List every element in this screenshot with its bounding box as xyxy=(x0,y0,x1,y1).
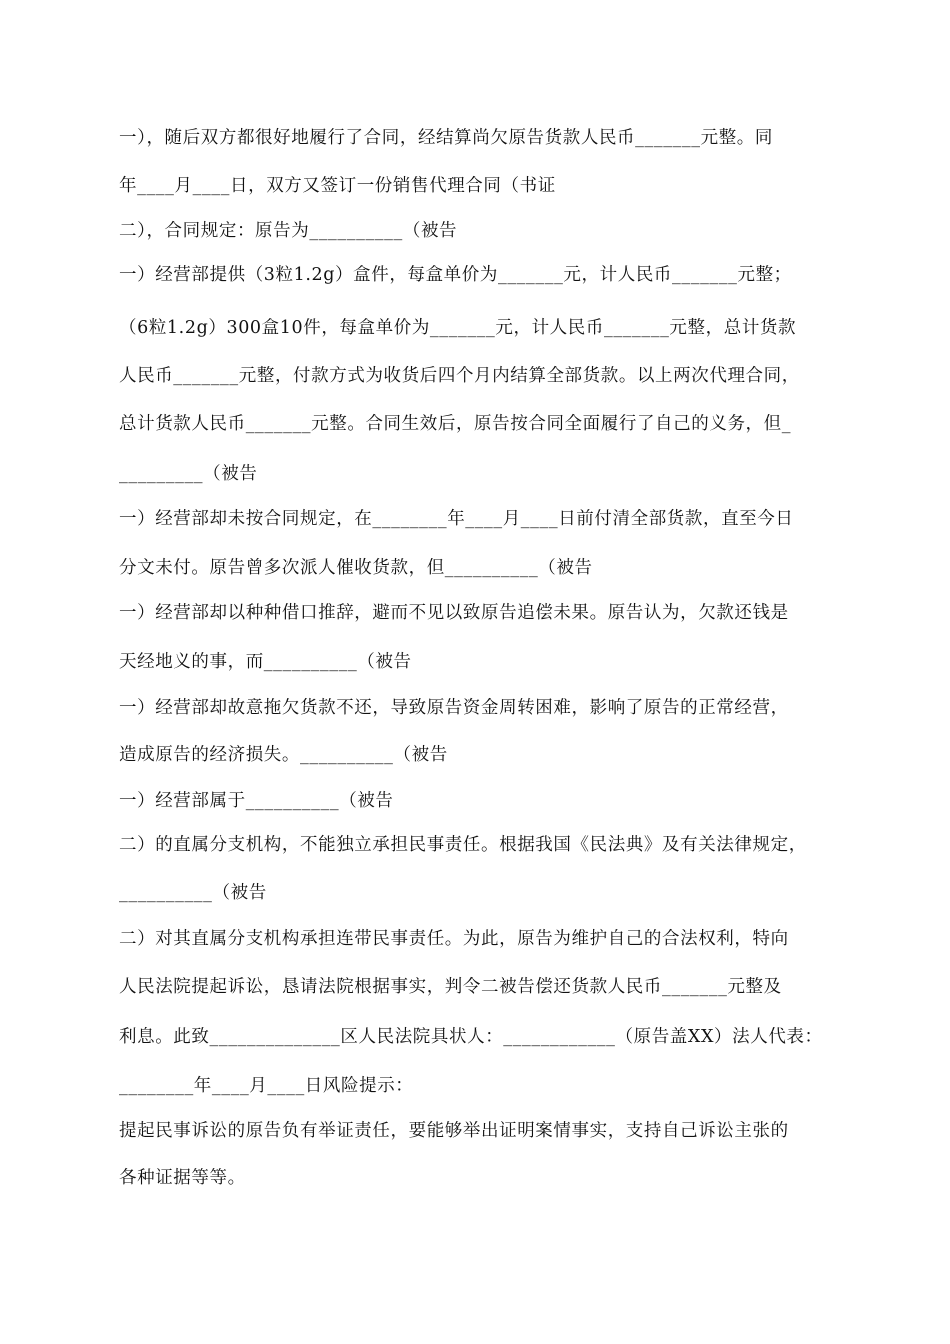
text-line: 提起民事诉讼的原告负有举证责任，要能够举出证明案情事实，支持自己诉讼主张的 xyxy=(119,1121,789,1141)
text-line: 天经地义的事，而__________（被告 xyxy=(119,652,412,672)
text-line: 一）经营部却以种种借口推辞，避而不见以致原告追偿未果。原告认为，欠款还钱是 xyxy=(119,603,789,623)
text-line: 一），随后双方都很好地履行了合同，经结算尚欠原告货款人民币_______元整。同 xyxy=(119,128,773,148)
text-line: 一）经营部属于__________（被告 xyxy=(119,791,394,811)
text-line: 总计货款人民币_______元整。合同生效后，原告按合同全面履行了自己的义务，但_ xyxy=(119,414,792,434)
text-line: （6粒1.2g）300盒10件，每盒单价为_______元，计人民币_______元整，总计货款 xyxy=(119,318,797,338)
text-line: 利息。此致______________区人民法院具状人：____________（原告盖XX）法人代表： xyxy=(119,1027,823,1047)
text-line: _________（被告 xyxy=(119,464,258,484)
text-line: 造成原告的经济损失。__________（被告 xyxy=(119,745,448,765)
text-line: 二）对其直属分支机构承担连带民事责任。为此，原告为维护自己的合法权利，特向 xyxy=(119,929,789,949)
text-line: 年____月____日，双方又签订一份销售代理合同（书证 xyxy=(119,176,556,196)
text-line: 分文未付。原告曾多次派人催收货款，但__________（被告 xyxy=(119,558,593,578)
text-line: ________年____月____日风险提示： xyxy=(119,1076,414,1096)
text-line: 一）经营部却未按合同规定，在________年____月____日前付清全部货款，直至今日 xyxy=(119,509,794,529)
text-line: 人民币_______元整，付款方式为收货后四个月内结算全部货款。以上两次代理合同， xyxy=(119,366,800,386)
text-line: 二）的直属分支机构，不能独立承担民事责任。根据我国《民法典》及有关法律规定， xyxy=(119,835,807,855)
text-line: 各种证据等等。 xyxy=(119,1168,246,1188)
text-line: 一）经营部提供（3粒1.2g）盒件，每盒单价为_______元，计人民币_______元整； xyxy=(119,265,792,285)
text-line: 人民法院提起诉讼，恳请法院根据事实，判令二被告偿还货款人民币_______元整及 xyxy=(119,977,782,997)
text-line: __________（被告 xyxy=(119,883,267,903)
text-line: 二），合同规定：原告为__________（被告 xyxy=(119,221,458,241)
text-line: 一）经营部却故意拖欠货款不还，导致原告资金周转困难，影响了原告的正常经营， xyxy=(119,698,789,718)
